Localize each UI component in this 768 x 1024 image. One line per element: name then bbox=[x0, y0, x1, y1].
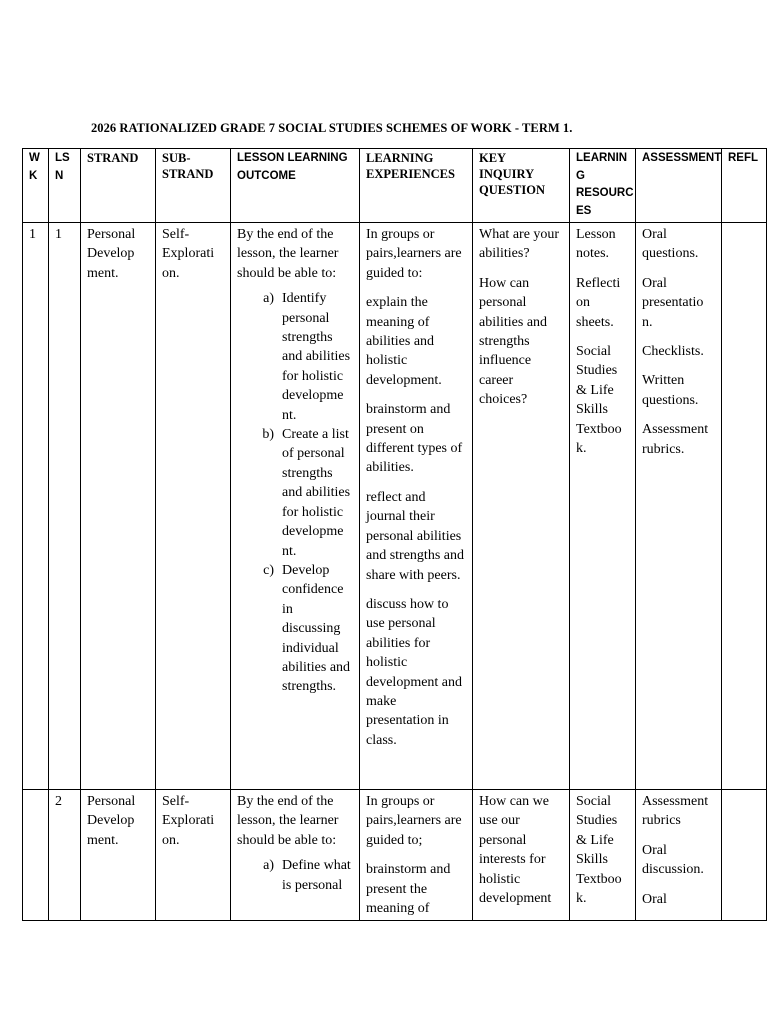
list-item-text: Identify personal strengths and abilities for holistic developme nt. bbox=[282, 291, 351, 423]
assessment-paragraph: Checklists. bbox=[642, 344, 704, 360]
cell-reflection bbox=[722, 223, 767, 790]
list-item bbox=[237, 425, 353, 561]
assessment-paragraph: Assessment rubrics. bbox=[642, 422, 709, 457]
cell-reflection bbox=[722, 790, 767, 921]
cell-strand: Personal Develop ment. bbox=[81, 790, 156, 921]
header-assessment: ASSESSMENT bbox=[636, 149, 722, 223]
assessment-paragraph: Oral presentatio n. bbox=[642, 275, 704, 330]
cell-week: 1 bbox=[23, 223, 49, 790]
assessment-paragraph: Written questions. bbox=[642, 373, 699, 408]
resource-paragraph: Lesson notes. bbox=[576, 227, 616, 262]
cell-lesson-learning-outcome bbox=[231, 223, 360, 790]
resource-paragraph: Reflecti on sheets. bbox=[576, 275, 621, 330]
list-marker: a) bbox=[263, 858, 274, 874]
cell-key-inquiry-question bbox=[473, 223, 570, 790]
list-marker: b) bbox=[262, 427, 274, 443]
cell-learning-resources bbox=[570, 223, 636, 790]
resource-paragraph: Social Studies & Life Skills Textboo k. bbox=[576, 794, 622, 907]
cell-learning-experiences bbox=[360, 223, 473, 790]
header-reflection: REFL bbox=[722, 149, 767, 223]
header-learning-experiences: LEARNING EXPERIENCES bbox=[360, 149, 473, 223]
header-strand: STRAND bbox=[81, 149, 156, 223]
experience-paragraph: In groups or pairs,learners are guided to: bbox=[366, 227, 462, 281]
table-header-row bbox=[23, 149, 767, 223]
list-item-text: Develop confidence in discussing individual abilities and strengths. bbox=[282, 562, 351, 695]
table-row bbox=[23, 223, 767, 790]
question-paragraph: How can personal abilities and strengths influence career choices? bbox=[479, 275, 548, 408]
cell-key-inquiry-question bbox=[473, 790, 570, 921]
outcome-list bbox=[237, 289, 353, 697]
experience-paragraph: explain the meaning of abilities and holistic development. bbox=[366, 295, 442, 388]
table-row bbox=[23, 790, 767, 921]
cell-learning-resources bbox=[570, 790, 636, 921]
question-paragraph: What are your abilities? bbox=[479, 227, 560, 262]
list-marker: a) bbox=[263, 291, 274, 307]
list-marker: c) bbox=[263, 562, 274, 578]
header-sub-strand: SUB- STRAND bbox=[156, 149, 231, 223]
experience-paragraph: brainstorm and present the meaning of bbox=[366, 862, 451, 917]
header-key-inquiry-question: KEY INQUIRY QUESTION bbox=[473, 149, 570, 223]
question-paragraph: How can we use our personal interests for holistic development bbox=[479, 794, 552, 907]
experience-paragraph: brainstorm and present on different types of abilities. bbox=[366, 402, 463, 476]
cell-week bbox=[23, 790, 49, 921]
schemes-of-work-table bbox=[22, 148, 767, 921]
outcome-intro: By the end of the lesson, the learner should be able to: bbox=[237, 794, 339, 848]
cell-assessment bbox=[636, 223, 722, 790]
header-lsn: LS N bbox=[49, 149, 81, 223]
experience-paragraph: In groups or pairs,learners are guided to; bbox=[366, 794, 462, 848]
cell-strand: Personal Develop ment. bbox=[81, 223, 156, 790]
assessment-paragraph: Oral discussion. bbox=[642, 842, 704, 878]
list-item bbox=[237, 561, 353, 697]
list-item-text: Create a list of personal strengths and abilities for holistic developme nt. bbox=[282, 427, 351, 559]
cell-assessment bbox=[636, 790, 722, 921]
header-lesson-learning-outcome: LESSON LEARNING OUTCOME bbox=[231, 149, 360, 223]
outcome-list bbox=[237, 856, 353, 895]
cell-learning-experiences bbox=[360, 790, 473, 921]
resource-paragraph: Social Studies & Life Skills Textboo k. bbox=[576, 344, 622, 457]
cell-lesson-number: 1 bbox=[49, 223, 81, 790]
header-learning-resources: LEARNIN G RESOURC ES bbox=[570, 149, 636, 223]
header-wk: W K bbox=[23, 149, 49, 223]
list-item bbox=[237, 289, 353, 425]
list-item bbox=[237, 856, 353, 895]
outcome-intro: By the end of the lesson, the learner should be able to: bbox=[237, 227, 339, 281]
assessment-paragraph: Assessment rubrics bbox=[642, 794, 709, 829]
list-item-text: Define what is personal bbox=[282, 858, 351, 893]
experience-paragraph: discuss how to use personal abilities for holistic development and make presentation in class. bbox=[366, 596, 463, 748]
cell-sub-strand: Self-Explorati on. bbox=[156, 790, 231, 921]
assessment-paragraph: Oral questions. bbox=[642, 227, 699, 262]
experience-paragraph: reflect and journal their personal abilities and strengths and share with peers. bbox=[366, 489, 464, 583]
cell-sub-strand: Self-Explorati on. bbox=[156, 223, 231, 790]
cell-lesson-number: 2 bbox=[49, 790, 81, 921]
cell-lesson-learning-outcome bbox=[231, 790, 360, 921]
assessment-paragraph: Oral bbox=[642, 891, 667, 907]
document-title: 2026 RATIONALIZED GRADE 7 SOCIAL STUDIES SCHEMES OF WORK - TERM 1. bbox=[91, 121, 573, 135]
